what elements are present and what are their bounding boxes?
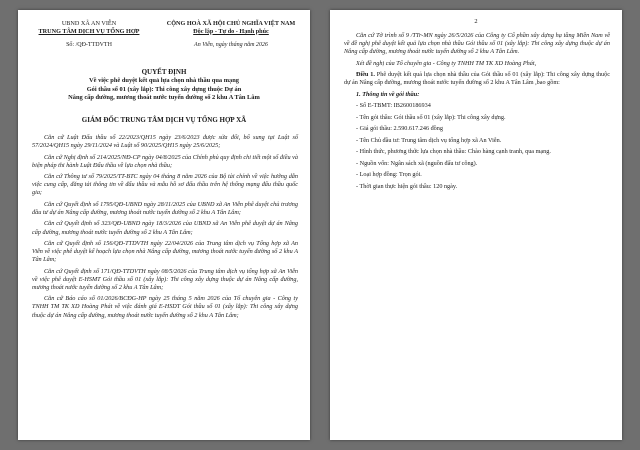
document-number: Số: /QĐ-TTDVTH <box>66 42 112 48</box>
decision-title: QUYẾT ĐỊNH <box>141 68 187 76</box>
national-motto: Độc lập - Tự do - Hạnh phúc <box>193 27 269 35</box>
page-number: 2 <box>474 18 478 25</box>
legal-basis-clause: Căn cứ Báo cáo số 01/2026/BCĐG-HP ngày 25 tháng 5 năm 2026 của Tổ chuyên gia - Công ty TNHH TM TK XD Hoàng Phát về việc đánh giá E-HSDT Gói thầu số 01 (xây lắp): Thi công xây dựng thuộc dự án Nâng cấp đường, mương thoát nước tuyến đường số 2 khu A Tân Lâm; <box>32 295 298 319</box>
package-info-item: - Tên Chủ đầu tư: Trung tâm dịch vụ tổng hợp xã An Viễn. <box>356 136 502 144</box>
package-info-item: - Nguồn vốn: Ngân sách xã (nguồn đấu tư công). <box>356 159 478 167</box>
legal-basis-clause: Căn cứ Quyết định số 1795/QĐ-UBND ngày 28/11/2025 của UBND xã An Viễn phê duyệt chủ trương đầu tư dự án Nâng cấp đường, mương thoát nước tuyến đường số 2 khu A Tân Lâm; <box>32 200 298 216</box>
legal-basis-clause: Căn cứ Quyết định số 323/QĐ-UBND ngày 18/3/2026 của UBND xã An Viễn phê duyệt dự án Nâng cấp đường, mương thoát nước tuyến đường số 2 khu A Tân Lâm; <box>32 220 298 236</box>
legal-basis-clause: Căn cứ Nghị định số 214/2025/NĐ-CP ngày 04/8/2025 của Chính phủ quy định chi tiết một số điều và biện pháp thi hành Luật Đấu thầu về lựa chọn nhà thầu; <box>32 153 298 169</box>
org-commune: UBND XÃ AN VIỄN <box>61 20 117 27</box>
org-center: TRUNG TÂM DỊCH VỤ TỔNG HỢP <box>38 27 140 35</box>
issuing-organization <box>30 20 148 36</box>
legal-basis-clause: Căn cứ Thông tư số 79/2025/TT-BTC ngày 04 tháng 8 năm 2026 của Bộ tài chính về việc hướng dẫn việc cung cấp, đăng tải thông tin về đấu thầu và mẫu hồ sơ đấu thầu trên hệ thống mạng đấu thầu quốc gia; <box>32 173 298 197</box>
proposal-clause: Xét đề nghị của Tổ chuyên gia - Công ty TNHH TM TK XD Hoàng Phát, <box>356 59 537 67</box>
legal-basis-list <box>32 134 298 323</box>
section-heading: 1. Thông tin về gói thầu: <box>356 90 420 98</box>
legal-basis-clause: Căn cứ Tờ trình số 9 /TTr-MN ngày 26/5/2026 của Công ty Cổ phần xây dựng hạ tầng Miền Nam về về đề nghị phê duyệt kết quả lựa chọn nhà thầu Gói thầu số 01 (xây lắp): Thi công xây dựng thuộc dự án Nâng cấp đường, mương thoát nước tuyến đường số 2 khu A Tân Lâm. <box>344 32 610 56</box>
legal-basis-clause: Căn cứ Quyết định số 171/QĐ-TTDVTH ngày 08/5/2026 của Trung tâm dịch vụ tổng hợp xã An Viễn về việc phê duyệt E-HSMT Gói thầu số 01 (xây lắp): Thi công xây dựng thuộc dự án Nâng cấp đường, mương thoát nước tuyến đường số 2 khu A Tân Lâm; <box>32 267 298 291</box>
package-info-item: - Số E-TBMT: IB2600186934 <box>356 102 431 110</box>
issuing-authority: GIÁM ĐỐC TRUNG TÂM DỊCH VỤ TỔNG HỢP XÃ <box>81 116 247 124</box>
article-1 <box>344 71 610 87</box>
package-info-item: - Hình thức, phương thức lựa chọn nhà thầu: Chào hàng cạnh tranh, qua mạng. <box>356 148 551 156</box>
legal-basis-clause: Căn cứ Luật Đấu thầu số 22/2023/QH15 ngày 23/6/2023 được sửa đổi, bổ sung tại Luật số 57/2024/QH15 ngày 29/11/2024 và Luật số 90/2025/QH15 ngày 25/6/2025; <box>32 134 298 150</box>
package-info-item: - Tên gói thầu: Gói thầu số 01 (xây lắp): Thi công xây dựng. <box>356 113 506 121</box>
decision-subject-line-3: Nâng cấp đường, mương thoát nước tuyến đường số 2 khu A Tân Lâm <box>68 94 260 102</box>
national-heading <box>152 20 310 36</box>
package-info-item: - Giá gói thầu: 2.590.617.246 đồng <box>356 125 443 133</box>
page-2-body <box>344 32 610 194</box>
article-1-text: Phê duyệt kết quả lựa chọn nhà thầu của Gói thầu số 01 (xây lắp): Thi công xây dựng thuộc dự án Nâng cấp đường, mương thoát nước tuyến đường số 2 khu A Tân Lâm ,bao gồm: <box>344 71 610 87</box>
legal-basis-clause: Căn cứ Quyết định số 156/QĐ-TTDVTH ngày 22/04/2026 của Trung tâm dịch vụ Tổng hợp xã An Viễn về việc phê duyệt kế hoạch lựa chọn nhà Nâng cấp đường, mương thoát nước tuyến đường số 2 khu A Tân Lâm; <box>32 239 298 264</box>
decision-subject-line-1: Về việc phê duyệt kết quả lựa chọn nhà thầu qua mạng <box>89 77 239 85</box>
document-date: An Viễn, ngày tháng năm 2026 <box>194 42 268 48</box>
package-info-item: - Loại hợp đồng: Trọn gói. <box>356 171 422 179</box>
decision-subject-line-2: Gói thầu số 01 (xây lắp): Thi công xây dựng thuộc Dự án <box>86 85 242 93</box>
document-page-1 <box>18 10 310 440</box>
document-header <box>30 20 300 58</box>
country-name: CỘNG HOÀ XÃ HỘI CHỦ NGHĨA VIỆT NAM <box>166 20 296 27</box>
article-1-label: Điều 1. <box>356 71 375 79</box>
document-page-2 <box>330 10 622 440</box>
decision-title-block <box>34 68 294 103</box>
package-info-item: - Thời gian thực hiện gói thầu: 120 ngày. <box>356 182 458 190</box>
